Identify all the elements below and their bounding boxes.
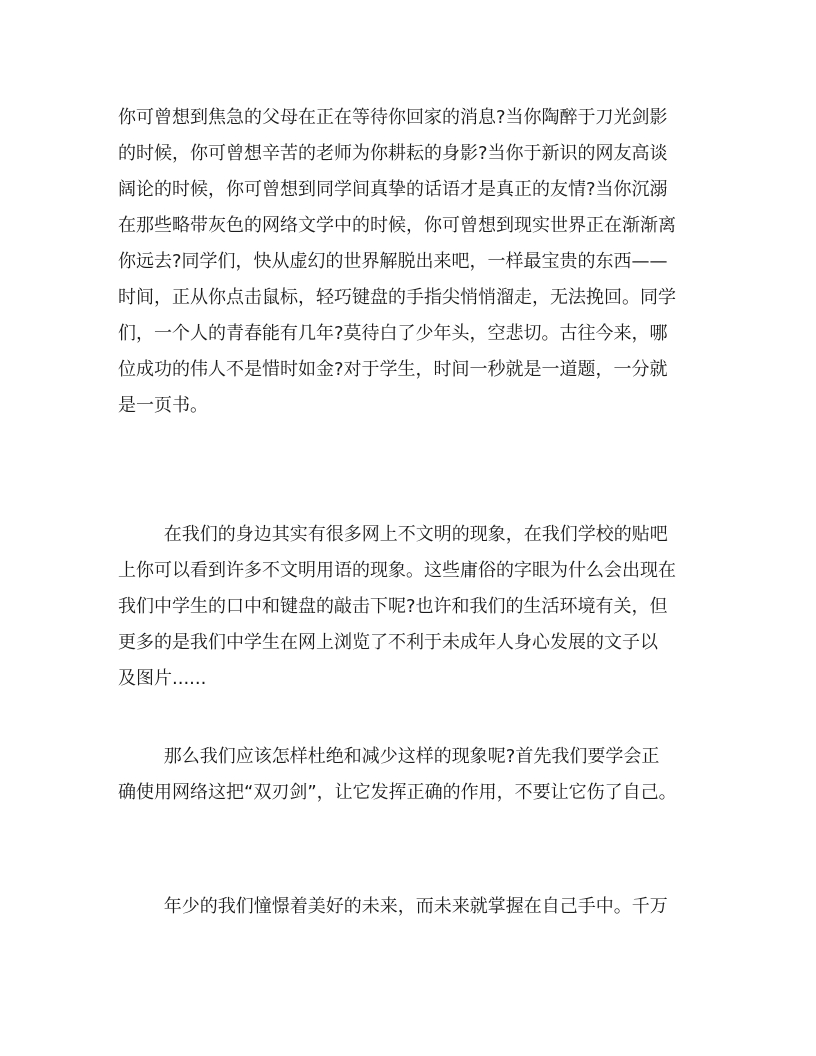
paragraph-2: 在我们的身边其实有很多网上不文明的现象，在我们学校的贴吧 上你可以看到许多不文明用语的现象。这些庸俗的字眼为什么会出现在 我们中学生的口中和键盘的敲击下呢?也许和我们的生活环境有关，但 更多的是我们中学生在网上浏览了不利于未成年人身心发展的文子以 及图片...... bbox=[118, 524, 676, 689]
paragraph-4: 年少的我们憧憬着美好的未来，而未来就掌握在自己手中。千万 bbox=[118, 896, 668, 917]
paragraph-1: 你可曾想到焦急的父母在正在等待你回家的消息?当你陶醉于刀光剑影 的时候，你可曾想辛苦的老师为你耕耘的身影?当你于新识的网友高谈 阔论的时候，你可曾想到同学间真挚的话语才是真正的友情?当你沉溺 在那些略带灰色的网络文学中的时候，你可曾想到现实世界正在渐渐离 你远去?同学们，快从虚幻的世界解脱出来吧，一样最宝贵的东西—— 时间，正从你点击鼠标，轻巧键盘的手指尖悄悄溜走，无法挽回。同学 们，一个人的青春能有几年?莫待白了少年头，空悲切。古往今来，哪 位成功的伟人不是惜时如金?对于学生，时间一秒就是一道题，一分就 是一页书。 bbox=[118, 107, 676, 416]
paragraph-3: 那么我们应该怎样杜绝和减少这样的现象呢?首先我们要学会正 确使用网络这把“双刃剑”，让它发挥正确的作用，不要让它伤了自己。 bbox=[118, 746, 677, 803]
